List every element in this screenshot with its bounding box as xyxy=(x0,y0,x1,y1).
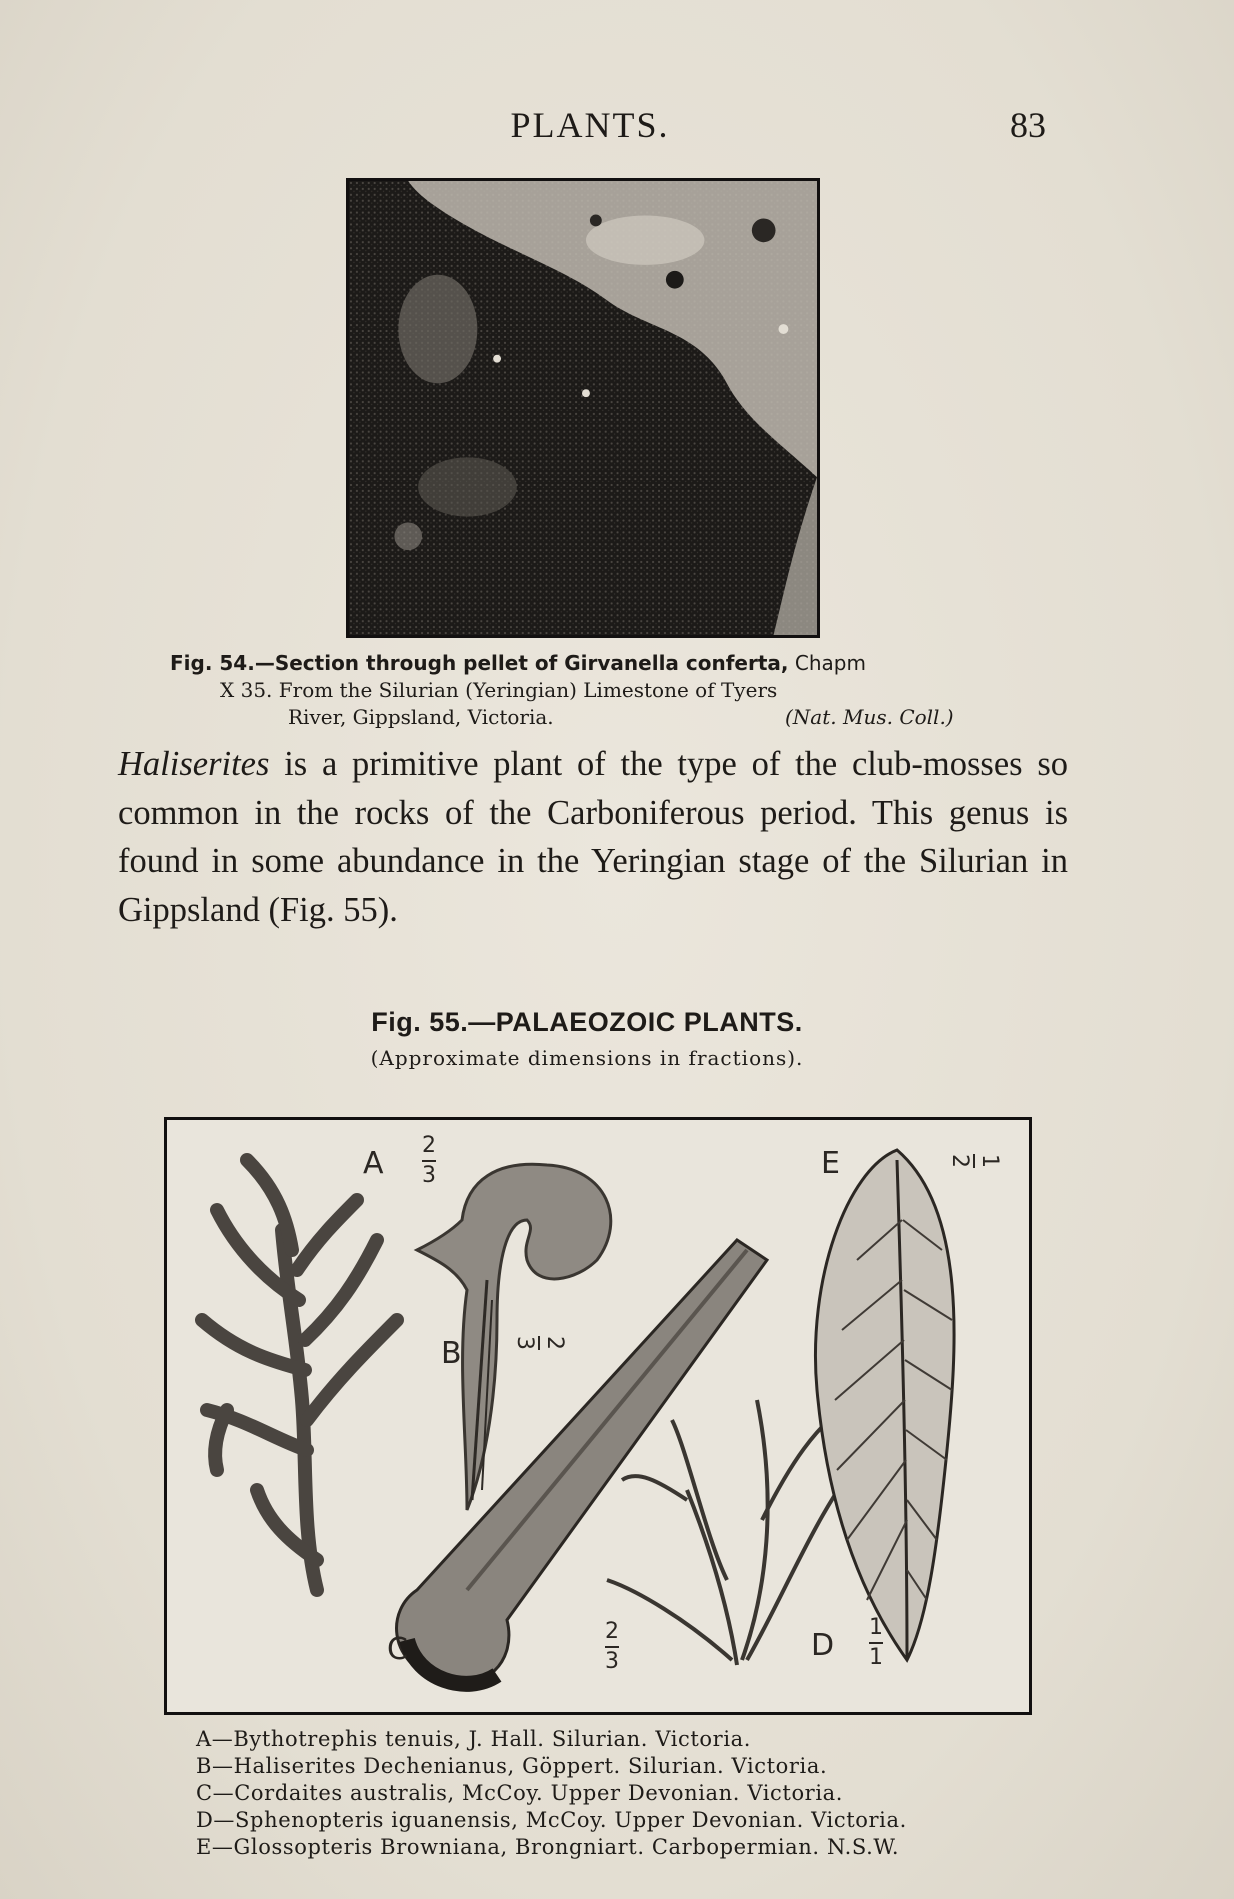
specimen-e-label: E xyxy=(821,1146,840,1181)
specimen-a-den: 3 xyxy=(422,1163,436,1188)
specimen-b-num: 2 xyxy=(542,1336,567,1350)
fig54-micrograph xyxy=(346,178,820,638)
fig55-heading xyxy=(0,1007,1234,1070)
fig54-caption-line2: X 35. From the Silurian (Yeringian) Limestone of Tyers xyxy=(220,678,778,702)
specimen-c-label: C xyxy=(387,1632,408,1667)
specimen-e-den: 2 xyxy=(947,1154,972,1168)
fig54-author: Chapm xyxy=(794,651,866,675)
specimen-b-label: B xyxy=(441,1336,462,1371)
legend-item-d: D—Sphenopteris iguanensis, McCoy. Upper Devonian. Victoria. xyxy=(196,1808,907,1832)
specimen-a-label: A xyxy=(363,1146,384,1181)
page-number: 83 xyxy=(1010,105,1046,145)
specimen-d-scale xyxy=(869,1616,883,1670)
fig55-plate xyxy=(164,1117,1032,1715)
paragraph-text: is a primitive plant of the type of the club-mosses so common in the rocks of the Carboniferous period. This genus is found in some abundance in the Yeringian stage of the Silurian in Gippsland (Fig. 55). xyxy=(118,745,1068,929)
specimen-e-scale xyxy=(947,1154,1001,1168)
legend-item-b: B—Haliserites Dechenianus, Göppert. Silurian. Victoria. xyxy=(196,1754,828,1778)
specimen-c-num: 2 xyxy=(605,1619,619,1644)
fig54-caption xyxy=(170,650,1010,731)
specimen-c-scale xyxy=(605,1620,619,1674)
fig55-legend xyxy=(196,1726,1096,1861)
fossil-illustrations xyxy=(167,1120,1029,1712)
fig55-title: Fig. 55.—PALAEOZOIC PLANTS. xyxy=(371,1007,803,1037)
specimen-e-num: 1 xyxy=(977,1154,1002,1168)
fig54-locality: River, Gippsland, Victoria. xyxy=(288,705,554,729)
specimen-d-label: D xyxy=(811,1628,835,1663)
legend-item-a: A—Bythotrephis tenuis, J. Hall. Silurian. Victoria. xyxy=(196,1727,752,1751)
fossil-e-glossopteris xyxy=(815,1150,954,1660)
fig54-collection: (Nat. Mus. Coll.) xyxy=(785,705,954,729)
running-head xyxy=(0,104,1234,154)
specimen-d-num: 1 xyxy=(869,1615,883,1640)
specimen-a-scale xyxy=(422,1134,436,1188)
specimen-d-den: 1 xyxy=(869,1645,883,1670)
running-title: PLANTS. xyxy=(510,105,670,145)
fig55-subtitle: (Approximate dimensions in fractions). xyxy=(370,1046,804,1070)
specimen-a-num: 2 xyxy=(422,1133,436,1158)
genus-name: Haliserites xyxy=(118,745,270,783)
legend-item-e: E—Glossopteris Browniana, Brongniart. Carbopermian. N.S.W. xyxy=(196,1835,900,1859)
specimen-b-scale xyxy=(512,1336,566,1350)
fossil-a-bythotrephis xyxy=(202,1160,397,1590)
fig54-label: Fig. 54.—Section through pellet of Girvanella conferta, xyxy=(170,651,789,675)
specimen-c-den: 3 xyxy=(605,1649,619,1674)
body-paragraph xyxy=(118,740,1068,934)
legend-item-c: C—Cordaites australis, McCoy. Upper Devonian. Victoria. xyxy=(196,1781,844,1805)
specimen-b-den: 3 xyxy=(512,1336,537,1350)
fossil-c-cordaites xyxy=(397,1240,767,1684)
